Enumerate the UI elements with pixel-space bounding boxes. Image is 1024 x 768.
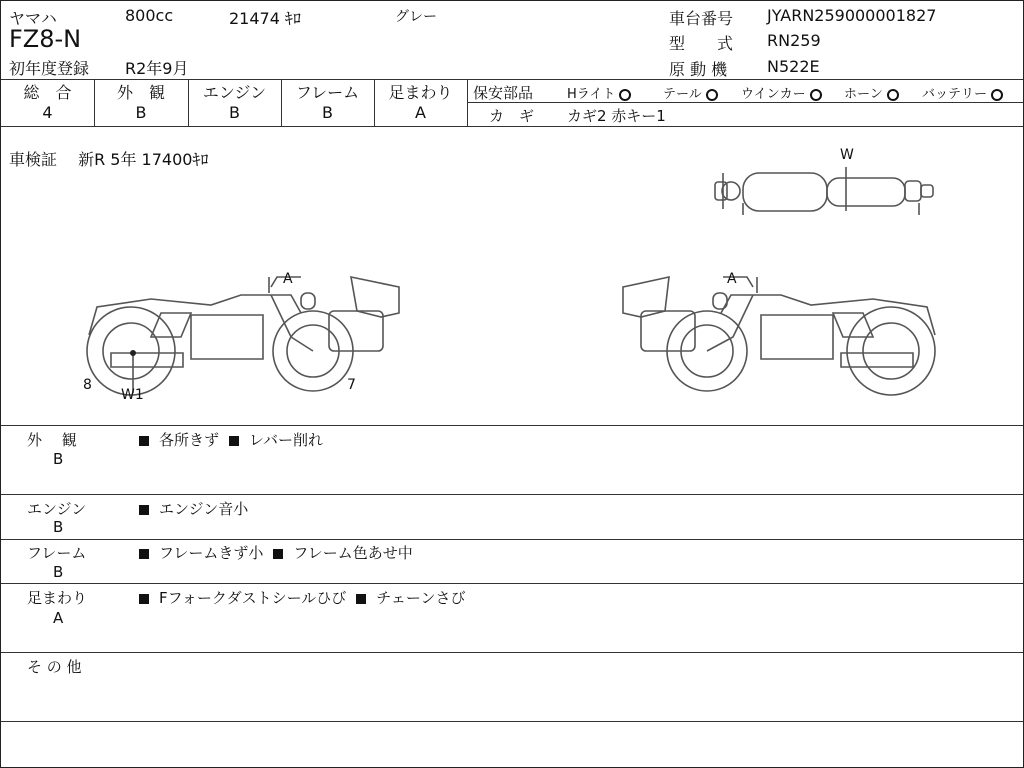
mileage: 21474 ｷﾛ [229,9,301,28]
motorcycle-diagram [1,127,1023,425]
remark-note: エンジン音小 [159,500,249,518]
safety-item-label: ウインカー [741,87,806,102]
rating-label-suspension: 足まわり [388,83,453,102]
key-label: カ ギ [489,107,535,125]
engine-label: 原 動 機 [669,60,728,79]
ok-circle-icon [991,89,1003,101]
frame-no-label: 車台番号 [669,9,734,28]
rating-value-suspension: A [415,103,426,122]
safety-item-battery [922,83,1003,102]
safety-item-winker [741,83,822,102]
remark-note: 各所きず [159,431,220,449]
ok-circle-icon [619,89,631,101]
remark-notes-exterior [139,429,323,450]
mark-left-w1: W1 [121,387,144,403]
inspection-info: 車検証 新R 5年 17400ｷﾛ [9,150,209,169]
bullet-square-icon [139,549,149,559]
mark-left-7: 7 [347,377,356,393]
bullet-square-icon [273,549,283,559]
divider [1,425,1023,426]
first-registration-label: 初年度登録 [9,59,90,78]
remark-notes-suspension [139,587,466,608]
remark-notes-engine [139,498,248,519]
safety-item-horn [844,83,899,102]
rating-value-exterior: B [135,103,147,122]
color: グレー [395,9,437,25]
first-registration-value: R2年9月 [125,59,189,78]
bullet-square-icon [356,594,366,604]
remark-note: Fフォークダストシールひび [159,589,347,607]
divider [1,583,1023,584]
displacement: 800cc [125,6,174,25]
remark-note: フレームきず小 [159,544,264,562]
remark-grade-engine: B [53,518,64,536]
model-name: FZ8-N [9,25,82,53]
bullet-square-icon [229,436,239,446]
divider [467,79,468,126]
key-value: カギ2 赤キー1 [567,107,666,125]
engine-value: N522E [767,57,820,76]
remark-label-suspension: 足まわり [27,589,88,607]
rating-value-overall: 4 [42,103,53,122]
rating-label-frame: フレーム [295,83,360,102]
safety-item-tail [663,83,718,102]
mark-right-a: A [727,271,737,287]
safety-item-label: Hライト [567,87,616,102]
bullet-square-icon [139,436,149,446]
rating-value-engine: B [229,103,240,122]
rating-label-exterior: 外 観 [116,83,165,102]
bullet-square-icon [139,594,149,604]
remark-grade-frame: B [53,563,64,581]
mark-left-a: A [283,271,293,287]
ok-circle-icon [706,89,718,101]
safety-parts-label: 保安部品 [473,84,534,102]
rating-label-overall: 総 合 [23,83,72,102]
divider [1,721,1023,722]
frame-no-value: JYARN259000001827 [767,6,937,25]
rating-label-engine: エンジン [202,83,267,102]
remark-notes-frame [139,542,413,563]
type-label: 型 式 [669,34,734,53]
remark-note: チェーンさび [376,589,466,607]
remark-label-other: そ の 他 [27,658,82,676]
remark-grade-suspension: A [53,609,64,627]
motorcycle-top-view [715,167,933,215]
safety-item-label: テール [663,87,702,102]
safety-item-label: バッテリー [922,87,988,102]
safety-item-headlight [567,83,631,102]
safety-item-label: ホーン [844,87,883,102]
remark-label-exterior: 外 観 [27,431,77,449]
ok-circle-icon [810,89,822,101]
divider [1,652,1023,653]
divider [1,539,1023,540]
mark-left-8: 8 [83,377,92,393]
motorcycle-right-view [623,277,935,395]
type-value: RN259 [767,31,821,50]
mark-top-w: W [840,147,854,163]
remark-label-engine: エンジン [27,500,87,518]
rating-value-frame: B [322,103,333,122]
divider [468,102,1023,103]
bullet-square-icon [139,505,149,515]
maker: ヤマハ [9,9,57,28]
remark-note: フレーム色あせ中 [293,544,413,562]
remark-grade-exterior: B [53,450,64,468]
remark-note: レバー削れ [249,431,323,449]
ok-circle-icon [887,89,899,101]
divider [1,494,1023,495]
remark-label-frame: フレーム [27,544,87,562]
